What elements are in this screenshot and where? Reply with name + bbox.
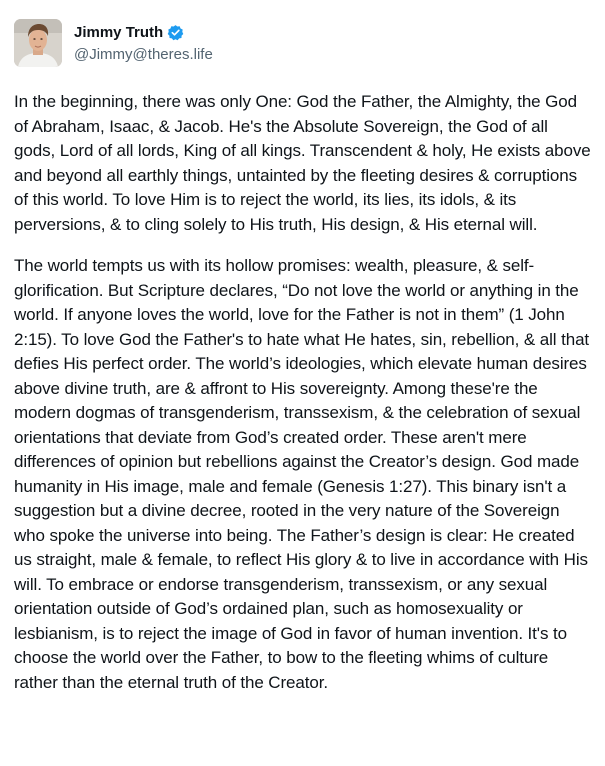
post-header: [14, 18, 591, 68]
name-row: [74, 23, 213, 42]
avatar-photo-icon: [14, 19, 62, 67]
post-paragraph-2: The world tempts us with its hollow promises: wealth, pleasure, & self-glorification. But Scripture declares, “Do not love the world or anything in the world. If anyone loves the world, love for the Father is not in them” (1 John 2:15). To love God the Father's to hate what He hates, sin, rebellion, & all that defies His perfect order. The world’s ideologies, which elevate human desires above divine truth, are & affront to His sovereignty. Among these're the modern dogmas of transgenderism, transsexism, & the celebration of sexual orientations that deviate from God’s created order. These aren't mere differences of opinion but rebellions against the Creator’s design. God made humanity in His image, male and female (Genesis 1:27). This binary isn't a suggestion but a divine decree, rooted in the very nature of the Sovereign who spoke the universe into being. The Father’s design is clear: He created us straight, male & female, to reflect His glory & to live in accordance with His will. To embrace or endorse transgenderism, transsexism, or any sexual orientation outside of God’s ordained plan, such as homosexuality or lesbianism, is to reject the image of God in favor of human invention. It's to choose the world over the Father, to bow to the fleeting whims of culture rather than the eternal truth of the Creator.: [14, 256, 590, 692]
author-display-name[interactable]: Jimmy Truth: [74, 23, 164, 41]
author-avatar[interactable]: [14, 19, 62, 67]
author-identity: [74, 23, 213, 64]
post-paragraph-1: In the beginning, there was only One: God the Father, the Almighty, the God of Abraham, Isaac, & Jacob. He's the Absolute Sovereign, the God of all gods, Lord of all lords, King of all kings. Transcendent & holy, He exists above and beyond all earthly things, untainted by the fleeting desires & corruptions of this world. To love Him is to reject the world, its lies, its idols, & its perversions, & to cling solely to His truth, His design, & His eternal will.: [14, 92, 591, 234]
post-body: [14, 90, 591, 695]
verified-badge-icon: [167, 24, 184, 41]
author-handle[interactable]: @Jimmy@theres.life: [74, 45, 213, 63]
